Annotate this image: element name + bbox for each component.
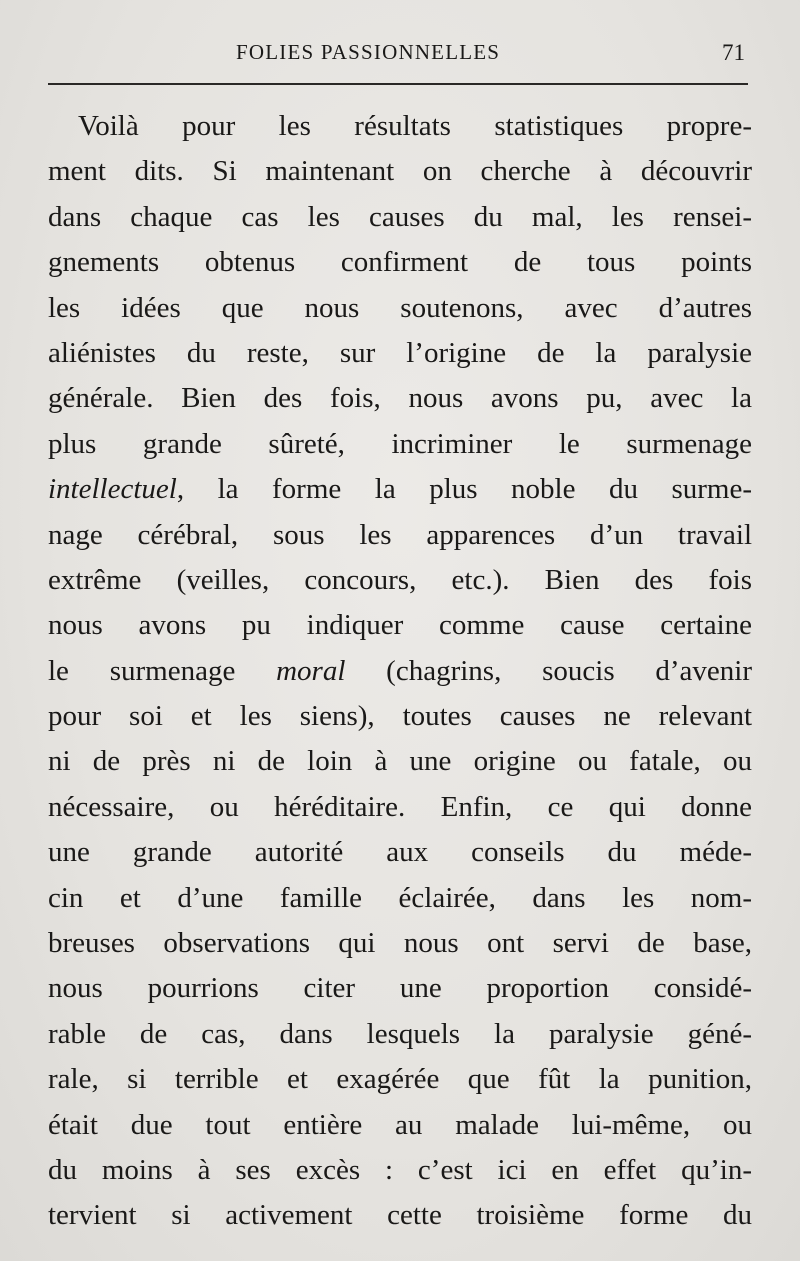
text-line: du moins à ses excès : c’est ici en effet qu’in-: [48, 1153, 752, 1186]
text-line: était due tout entière au malade lui-même, ou: [48, 1108, 752, 1141]
text-line: rale, si terrible et exagérée que fût la punition,: [48, 1063, 752, 1096]
text-line: extrême (veilles, concours, etc.). Bien des fois: [48, 563, 752, 596]
header-rule: [48, 83, 748, 85]
italic-emphasis: intellectuel: [48, 473, 177, 506]
text-line: ni de près ni de loin à une origine ou fatale, ou: [48, 745, 752, 778]
text-line: gnements obtenus confirment de tous points: [48, 246, 752, 279]
text-line-italic-start: intellectuel, la forme la plus noble du surme-: [48, 473, 752, 506]
text-line: nécessaire, ou héréditaire. Enfin, ce qui donne: [48, 790, 752, 823]
text-line: une grande autorité aux conseils du méde-: [48, 836, 752, 869]
text-line: pour soi et les siens), toutes causes ne relevant: [48, 700, 752, 733]
text-line: rable de cas, dans lesquels la paralysie géné-: [48, 1017, 752, 1050]
text-line: dans chaque cas les causes du mal, les rensei-: [48, 200, 752, 233]
text-line: Voilà pour les résultats statistiques propre-: [78, 110, 752, 142]
text-line: breuses observations qui nous ont servi de base,: [48, 927, 752, 960]
text-line: tervient si activement cette troisième forme du: [48, 1199, 752, 1232]
text-line: plus grande sûreté, incriminer le surmenage: [48, 427, 752, 460]
body-text: [48, 104, 752, 1239]
running-title: FOLIES PASSIONNELLES: [236, 40, 501, 64]
text-line: ment dits. Si maintenant on cherche à découvrir: [48, 155, 752, 188]
text-line: générale. Bien des fois, nous avons pu, avec la: [48, 382, 752, 415]
text-line: nous avons pu indiquer comme cause certaine: [48, 609, 752, 642]
text-line: cin et d’une famille éclairée, dans les nom-: [48, 881, 752, 914]
page-number: 71: [722, 40, 745, 65]
text-line: nage cérébral, sous les apparences d’un travail: [48, 518, 752, 551]
text-line: aliénistes du reste, sur l’origine de la paralysie: [48, 336, 752, 369]
text-line-with-italic: le surmenage moral (chagrins, soucis d’avenir: [48, 654, 752, 687]
text-line: nous pourrions citer une proportion considé-: [48, 972, 752, 1005]
italic-emphasis: moral: [276, 654, 346, 687]
text-line: les idées que nous soutenons, avec d’autres: [48, 291, 752, 324]
running-head: [0, 40, 800, 72]
